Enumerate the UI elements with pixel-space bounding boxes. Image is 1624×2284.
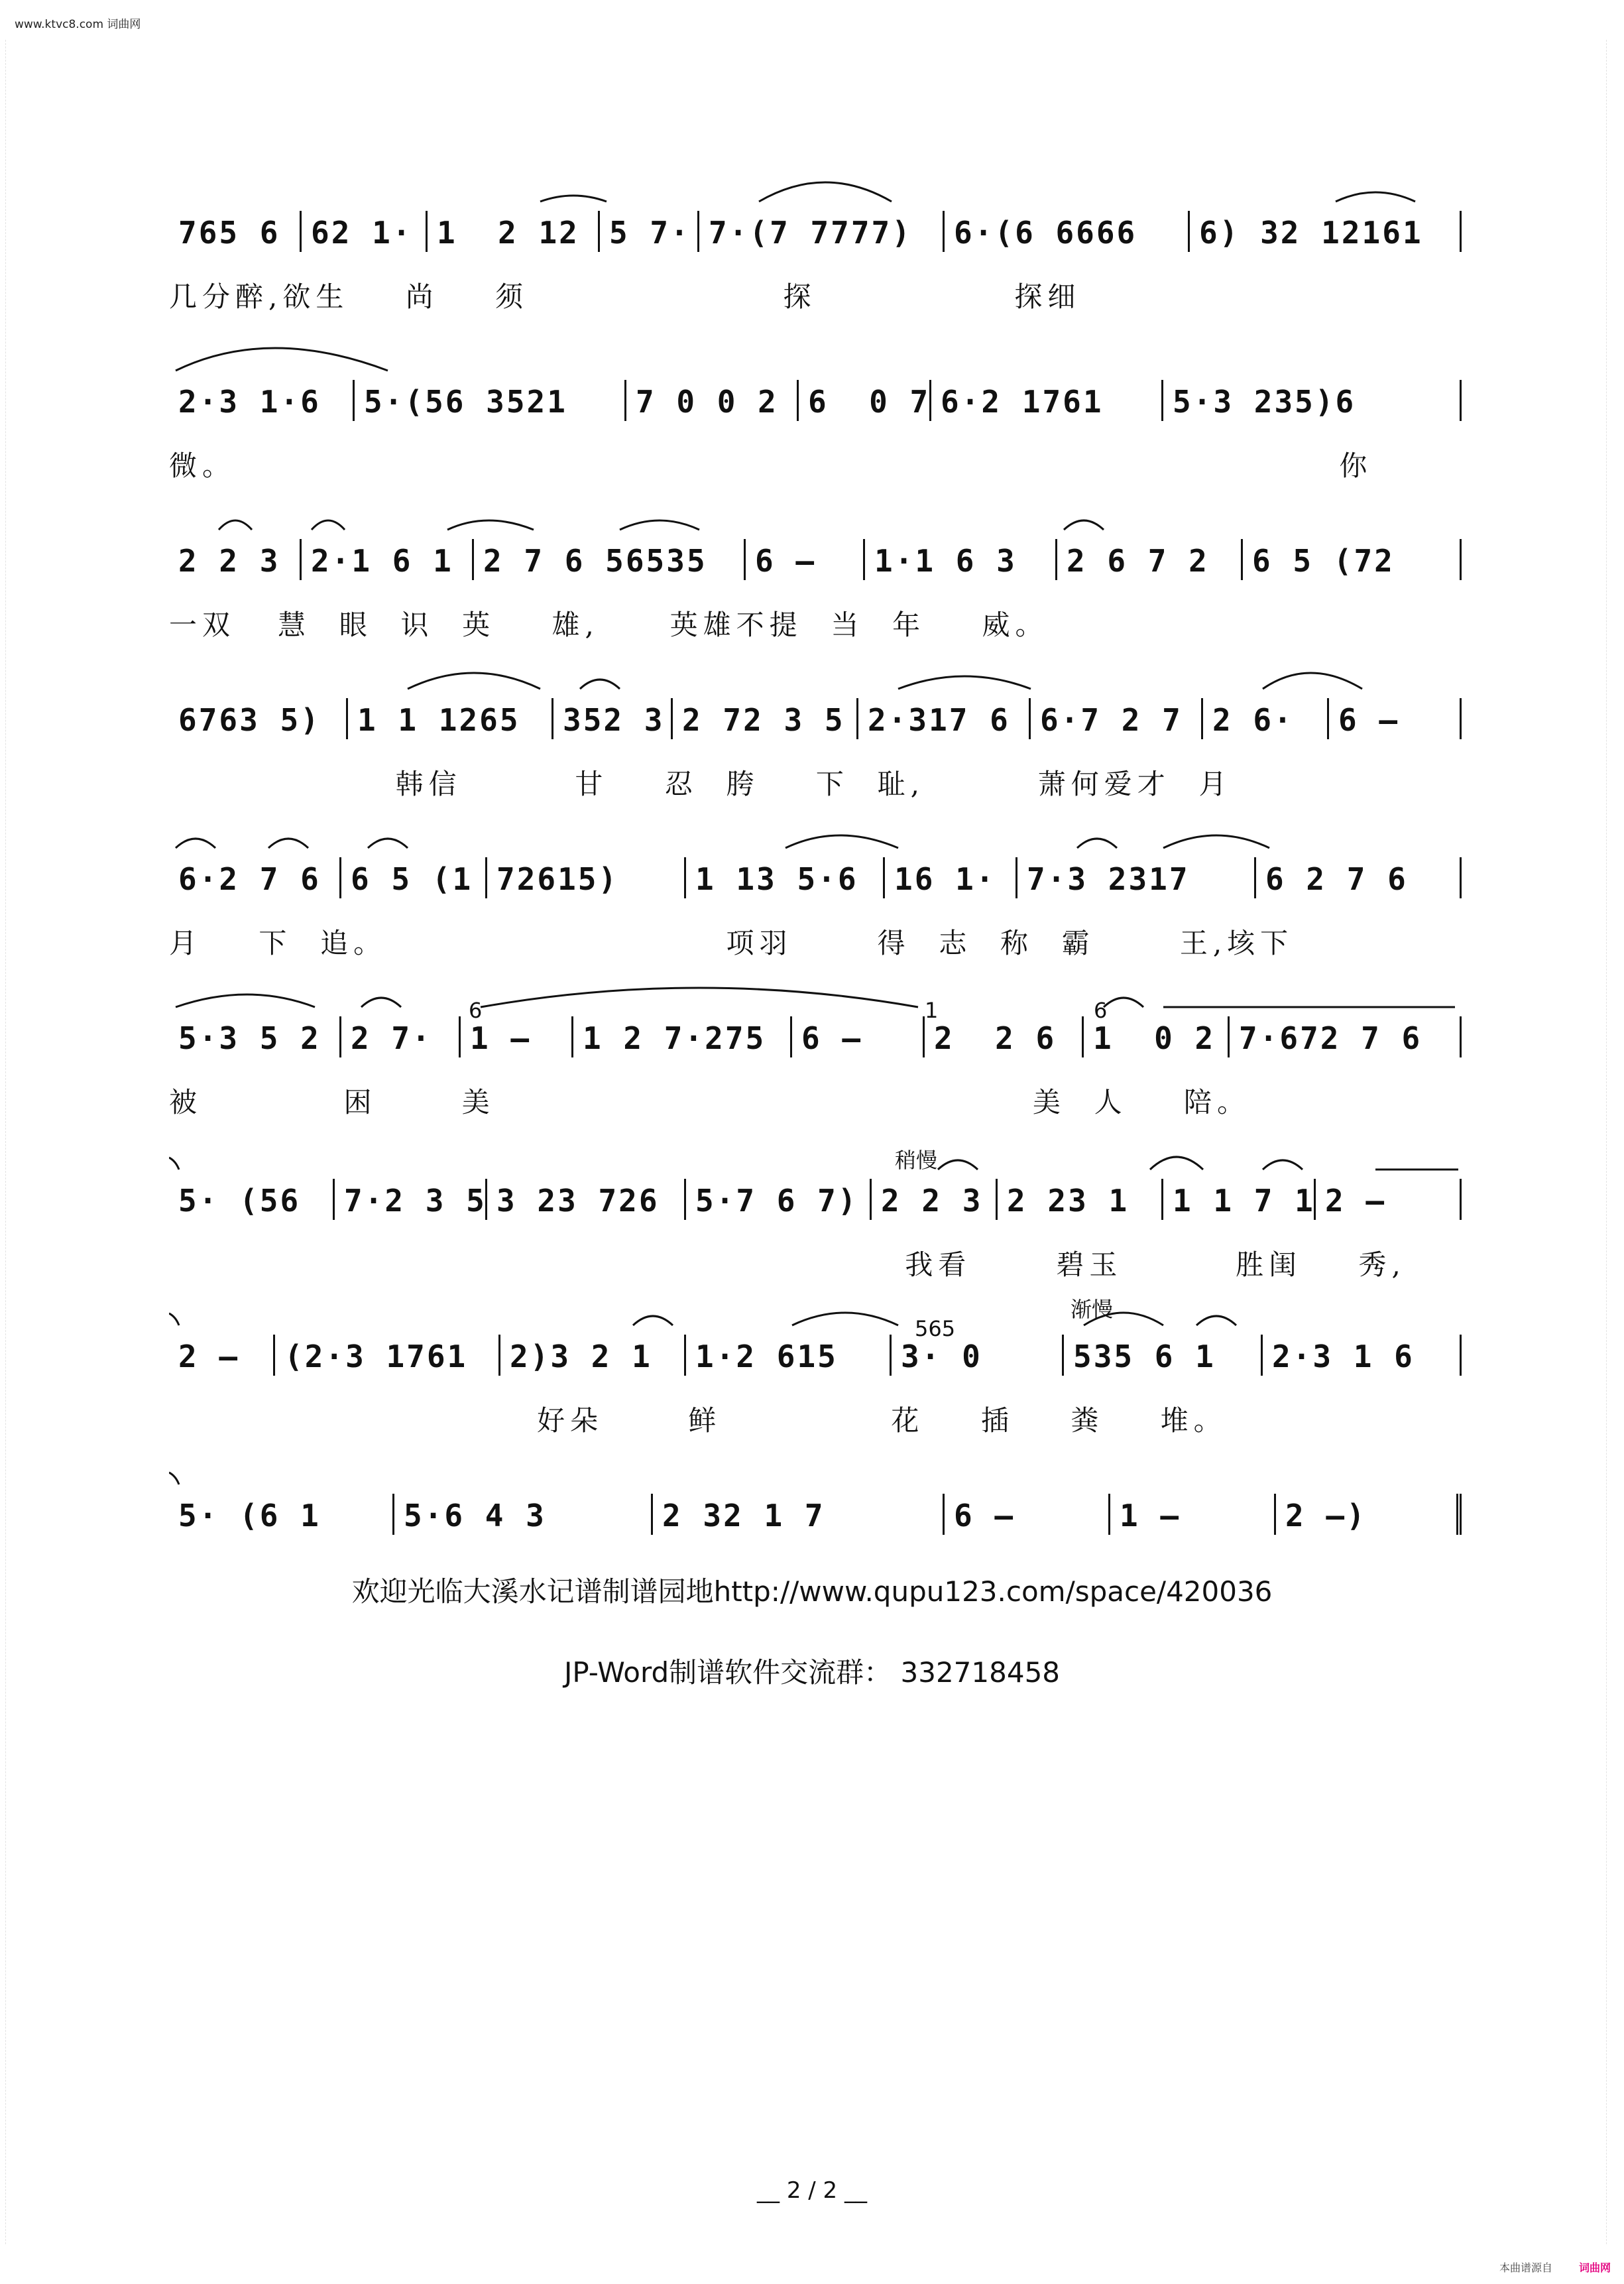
lyrics-line: 几分醉,欲生 尚 须 探 探细 [169,280,1081,313]
measure: 5·3 5 2 [169,1016,341,1057]
measure-row [169,199,1462,252]
measure: 352 3 [553,698,673,739]
measure: 5· (56 [169,1179,335,1220]
measure: 2 23 1 [998,1179,1163,1220]
measure: 6·2 7 6 [169,857,341,898]
grace-note: 6 [1094,998,1108,1023]
measure: 1 0 2 [1084,1016,1230,1057]
measure: 2 – [169,1335,275,1376]
measure: 1 2 12 [428,211,600,252]
slur-marks [169,498,1462,531]
measure: 1 – [1110,1494,1276,1535]
measure: 2 7 6 56535 [474,539,746,580]
measure: 2 6 7 2 [1057,539,1243,580]
measure: 16 1· [885,857,1017,898]
site-header: www.ktvc8.com 词曲网 [15,18,141,31]
left-margin-strip [5,40,18,2244]
measure: 2 – [1316,1179,1462,1220]
measure: 2 7· [341,1016,461,1057]
tempo-marking: 渐慢 [1071,1297,1114,1322]
measure: 7·672 7 6 [1230,1016,1462,1057]
measure-row [169,1482,1462,1535]
measure-row [169,845,1462,898]
measure: (2·3 1761 [275,1335,500,1376]
measure-row [169,1004,1462,1057]
measure: 6 0 7 [799,380,931,421]
measure: 6 5 (1 [341,857,487,898]
measure: 6 5 (72 [1243,539,1462,580]
measure: 1 1 7 1 [1163,1179,1316,1220]
page-number: __ 2 / 2 __ [757,2177,867,2204]
measure: 6 2 7 6 [1256,857,1462,898]
lyrics-line: 微。 你 [169,450,1373,482]
measure: 7·2 3 5 [335,1179,487,1220]
measure: 6 – [792,1016,925,1057]
measure: 6763 5) [169,698,348,739]
slur-marks [169,657,1462,690]
measure: 6·2 1761 [931,380,1163,421]
measure: 6 – [746,539,865,580]
footer-line-2: JP-Word制谱软件交流群： 332718458 [563,1656,1061,1689]
measure: 1 13 5·6 [686,857,885,898]
slur-marks [169,339,1462,372]
credit-source: 本曲谱源自 [1499,2261,1552,2274]
measure: 6 – [945,1494,1110,1535]
lyrics-line: 好朵 鲜 花 插 粪 堆。 [169,1404,1227,1437]
measure: 7 0 0 2 [626,380,799,421]
measure: 765 6 [169,211,302,252]
measure: 5· (6 1 [169,1494,394,1535]
measure: 2 6· [1203,698,1329,739]
slur-marks [169,1453,1462,1486]
measure: 1·2 615 [686,1335,892,1376]
measure: 1 1 1265 [348,698,553,739]
measure: 7·(7 7777) [699,211,945,252]
measure: 2 2 3 [169,539,302,580]
tempo-marking: 稍慢 [895,1148,938,1173]
measure: 6·7 2 7 [1031,698,1203,739]
measure: 3· 0 [892,1335,1064,1376]
lyrics-line: 我看 碧玉 胜闺 秀, [169,1248,1406,1281]
right-margin-strip [1606,40,1619,2244]
measure: 1 2 7·275 [573,1016,792,1057]
measure: 3 23 726 [487,1179,686,1220]
lyrics-line: 月 下 追。 项羽 得 志 称 霸 王,垓下 [169,927,1294,959]
grace-note: 6 [469,998,483,1023]
slur-marks [169,816,1462,849]
footer-line-1: 欢迎光临大溪水记谱制谱园地http://www.qupu123.com/space/420036 [351,1575,1273,1608]
slur-marks [169,1138,1462,1171]
measure: 2 32 1 7 [653,1494,945,1535]
measure-row [169,368,1462,421]
measure: 6) 32 12161 [1190,211,1462,252]
measure: 5·6 4 3 [394,1494,653,1535]
grace-note: 565 [915,1316,956,1341]
measure: 5·7 6 7) [686,1179,872,1220]
measure: 1 – [461,1016,573,1057]
measure: 6 – [1329,698,1462,739]
slur-marks [169,170,1462,203]
measure: 2·317 6 [858,698,1031,739]
bottom-right-credit [1499,2259,1611,2275]
measure: 5 7· [600,211,699,252]
measure-row [169,686,1462,739]
measure-row [169,1167,1462,1220]
measure: 7·3 2317 [1017,857,1256,898]
grace-note: 1 [925,998,939,1023]
lyrics-line: 被 困 美 美 人 陪。 [169,1086,1251,1118]
measure: 2)3 2 1 [500,1335,686,1376]
lyrics-line: 一双 慧 眼 识 英 雄, 英雄不提 当 年 威。 [169,609,1049,641]
measure: 2·3 1·6 [169,380,355,421]
measure: 2 72 3 5 [673,698,858,739]
measure: 535 6 1 [1064,1335,1263,1376]
measure: 2 2 6 [925,1016,1084,1057]
measure: 2 2 3 [872,1179,998,1220]
slur-marks [169,975,1462,1008]
measure: 5·(56 3521 [355,380,626,421]
measure-final: 2 –) [1276,1494,1462,1535]
measure: 2·3 1 6 [1263,1335,1462,1376]
lyrics-line: 韩信 甘 忍 胯 下 耻, 萧何爱才 月 [169,768,1232,800]
measure: 62 1· [302,211,428,252]
measure: 1·1 6 3 [865,539,1057,580]
measure-row [169,1323,1462,1376]
measure-row [169,527,1462,580]
measure: 6·(6 6666 [945,211,1190,252]
slur-marks [169,1293,1462,1327]
measure: 72615) [487,857,686,898]
measure: 5·3 235)6 [1163,380,1462,421]
credit-brand: 词曲网 [1578,2261,1611,2274]
measure: 2·1 6 1 [302,539,474,580]
